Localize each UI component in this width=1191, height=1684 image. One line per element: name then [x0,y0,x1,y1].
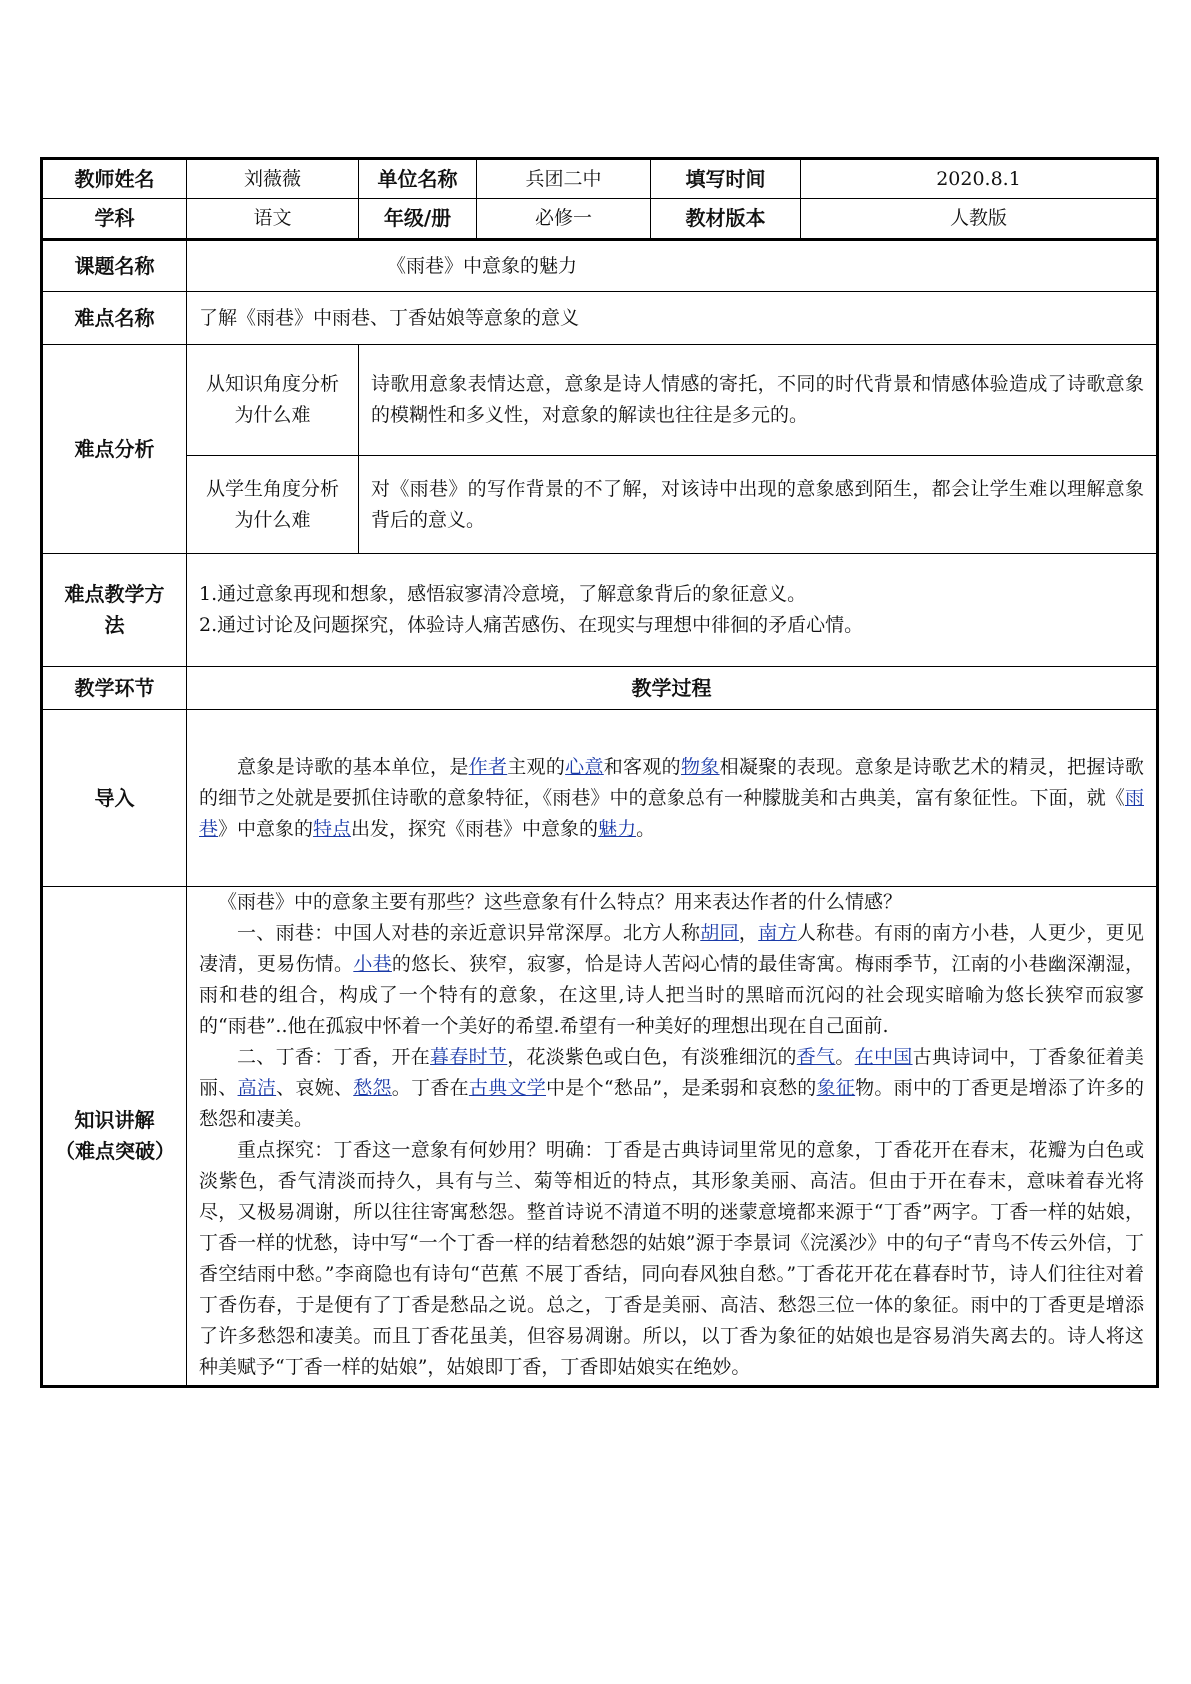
difficulty-label: 难点名称 [42,292,187,345]
unit-label: 单位名称 [359,159,477,199]
intro-label: 导入 [42,710,187,887]
link-alley[interactable]: 小巷 [353,953,392,975]
lesson-plan-table [40,157,1159,1388]
knowledge-angle-label: 从知识角度分析为什么难 [187,345,359,456]
difficulty-value: 了解《雨巷》中雨巷、丁香姑娘等意象的意义 [187,292,1158,345]
subject-label: 学科 [42,199,187,240]
link-object[interactable]: 物象 [680,755,720,778]
edition-label: 教材版本 [651,199,801,240]
knowledge-question: 《雨巷》中的意象主要有那些？这些意象有什么特点？用来表达作者的什么情感？ [218,891,903,913]
knowledge-label-line2: （难点突破） [55,1139,175,1163]
intro-paragraph: 意象是诗歌的基本单位，是作者主观的心意和客观的物象相凝聚的表现。意象是诗歌艺术的精灵，把握诗歌的细节之处就是要抓住诗歌的意象特征，《雨巷》中的意象总有一种朦胧美和古典美，富有象征性。下面，就《雨巷》中意象的特点出发，探究《雨巷》中意象的魅力。 [199,755,1144,840]
knowledge-paragraph-3: 重点探究：丁香这一意象有何妙用？明确：丁香是古典诗词里常见的意象，丁香花开在春末，花瓣为白色或淡紫色，香气清淡而持久，具有与兰、菊等相近的特点，其形象美丽、高洁。但由于开在春末，意味着春光将尽，又极易凋谢，所以往往寄寓愁怨。整首诗说不清道不明的迷蒙意境都来源于“丁香”两字。丁香一样的姑娘，丁香一样的忧愁，诗中写“一个丁香一样的结着愁怨的姑娘”源于李景词《浣溪沙》中的句子“青鸟不传云外信，丁香空结雨中愁。”李商隐也有诗句“芭蕉 不展丁香结，同向春风独自愁。”丁香花开花在暮春时节，诗人们往往对着丁香伤春，于是便有了丁香是愁品之说。总之，丁香是美丽、高洁、愁怨三位一体的象征。雨中的丁香更是增添了许多愁怨和凄美。而且丁香花虽美，但容易凋谢。所以，以丁香为象征的姑娘也是容易消失离去的。诗人将这种美赋予“丁香一样的姑娘”，姑娘即丁香，丁香即姑娘实在绝妙。 [199,1139,1144,1378]
knowledge-angle-text: 诗歌用意象表情达意，意象是诗人情感的寄托，不同的时代背景和情感体验造成了诗歌意象的模糊性和多义性，对意象的解读也往往是多元的。 [359,345,1158,456]
knowledge-content [187,887,1158,1387]
method-label: 难点教学方法 [42,554,187,667]
analysis-label: 难点分析 [42,345,187,554]
link-in-china[interactable]: 在中国 [854,1046,913,1068]
method-item-1: 1.通过意象再现和想象，感悟寂寥清冷意境，了解意象背后的象征意义。 [199,583,807,605]
knowledge-label-line1: 知识讲解 [74,1108,155,1132]
topic-label: 课题名称 [42,240,187,292]
process-header: 教学过程 [187,667,1158,710]
teacher-value: 刘薇薇 [187,159,359,199]
link-grief[interactable]: 愁怨 [353,1077,392,1099]
link-symbol[interactable]: 象征 [816,1077,856,1099]
student-angle-label: 从学生角度分析为什么难 [187,456,359,554]
subject-value: 语文 [187,199,359,240]
link-south[interactable]: 南方 [758,922,797,944]
grade-value: 必修一 [477,199,651,240]
link-hutong[interactable]: 胡同 [700,922,739,944]
method-item-2: 2.通过讨论及问题探究，体验诗人痛苦感伤、在现实与理想中徘徊的矛盾心情。 [199,614,864,636]
link-rain-alley[interactable]: 雨巷 [199,786,1144,840]
student-angle-text: 对《雨巷》的写作背景的不了解，对该诗中出现的意象感到陌生，都会让学生难以理解意象背后的意义。 [359,456,1158,554]
knowledge-paragraph-2: 二、丁香：丁香，开在暮春时节，花淡紫色或白色，有淡雅细沉的香气。在中国古典诗词中，丁香象征着美丽、高洁、哀婉、愁怨。丁香在古典文学中是个“愁品”，是柔弱和哀愁的象征物。雨中的丁香更是增添了许多的愁怨和凄美。 [199,1046,1144,1130]
link-fragrance[interactable]: 香气 [796,1046,836,1068]
teacher-label: 教师姓名 [42,159,187,199]
unit-value: 兵团二中 [477,159,651,199]
grade-label: 年级/册 [359,199,477,240]
date-value: 2020.8.1 [801,159,1158,199]
edition-value: 人教版 [801,199,1158,240]
link-charm[interactable]: 魅力 [598,817,637,840]
link-classic-literature[interactable]: 古典文学 [468,1077,547,1099]
link-late-spring[interactable]: 暮春时节 [430,1046,508,1068]
stage-header: 教学环节 [42,667,187,710]
link-noble[interactable]: 高洁 [237,1077,277,1099]
intro-content [187,710,1158,887]
link-feature[interactable]: 特点 [313,817,352,840]
knowledge-label [42,887,187,1387]
method-content [187,554,1158,667]
knowledge-paragraph-1: 一、雨巷：中国人对巷的亲近意识异常深厚。北方人称胡同，南方人称巷。有雨的南方小巷，人更少，更见凄清，更易伤情。小巷的悠长、狭窄，寂寥，恰是诗人苦闷心情的最佳寄寓。梅雨季节，江南的小巷幽深潮湿，雨和巷的组合，构成了一个特有的意象，在这里,诗人把当时的黑暗而沉闷的社会现实暗喻为悠长狭窄而寂寥的“雨巷”..他在孤寂中怀着一个美好的希望.希望有一种美好的理想出现在自己面前. [199,922,1144,1037]
link-mind[interactable]: 心意 [565,755,604,778]
topic-value: 《雨巷》中意象的魅力 [187,240,1158,292]
date-label: 填写时间 [651,159,801,199]
link-author[interactable]: 作者 [468,755,508,778]
